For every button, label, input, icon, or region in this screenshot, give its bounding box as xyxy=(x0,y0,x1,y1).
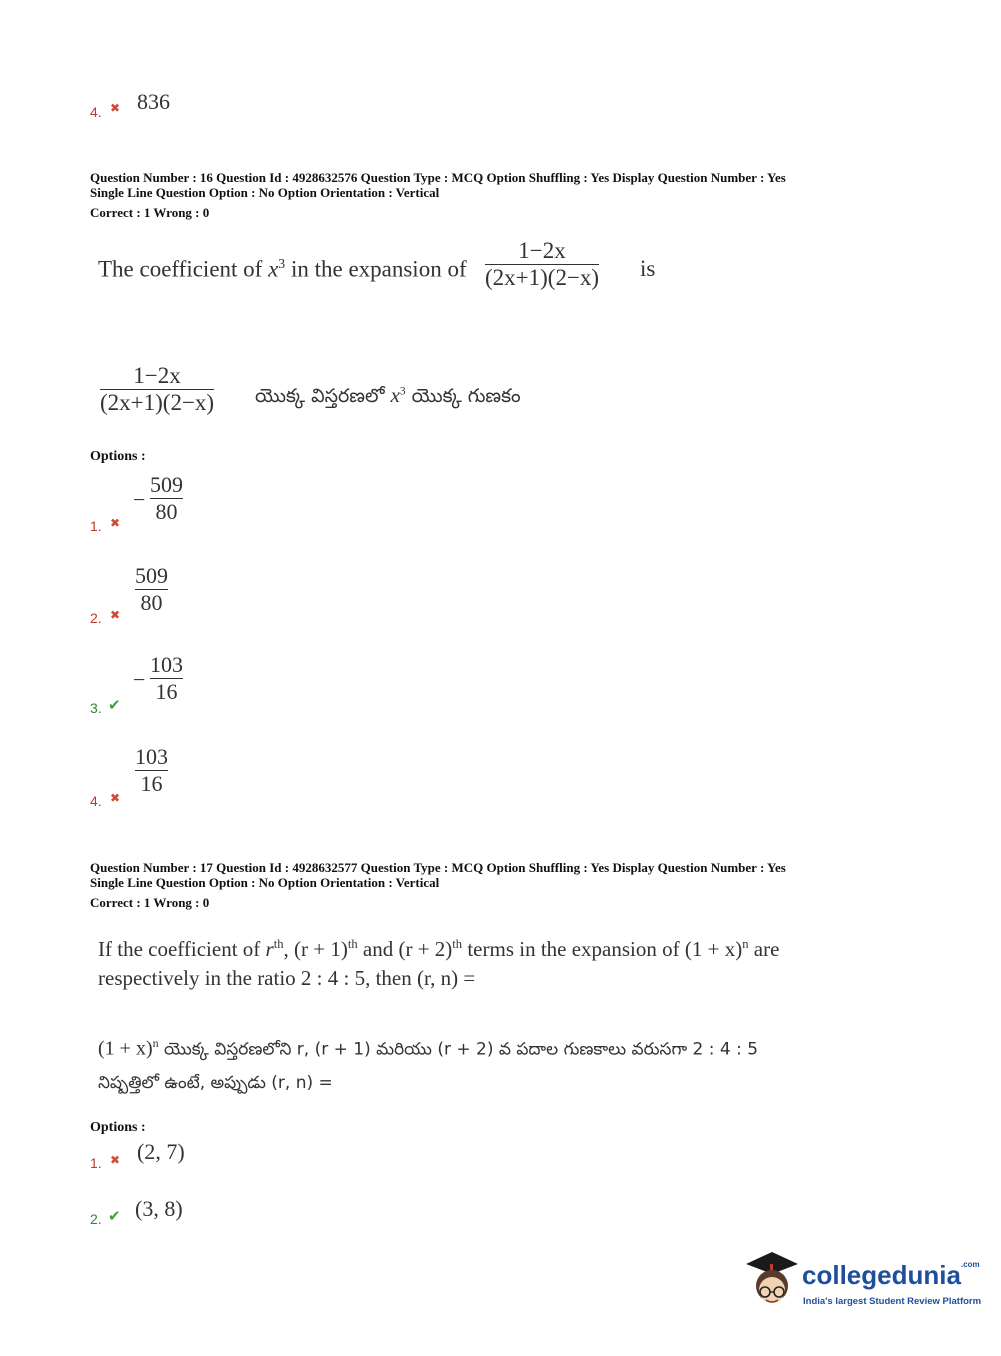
minus-sign: − xyxy=(133,667,146,692)
question-scoring: Correct : 1 Wrong : 0 xyxy=(90,205,210,220)
wrong-mark-icon: ✖ xyxy=(110,608,121,622)
options-label: Options : xyxy=(90,449,146,464)
brand-name: collegedunia$^{.com}$ xyxy=(802,1260,980,1290)
question-meta-line2: Single Line Question Option : No Option Orientation : Vertical xyxy=(90,875,440,890)
question-meta-line1: Question Number : 17 Question Id : 4928632577 Question Type : MCQ Option Shuffling : Yes Display Question Number : Yes xyxy=(90,860,786,875)
question-meta-line1: Question Number : 16 Question Id : 4928632576 Question Type : MCQ Option Shuffling : Yes Display Question Number : Yes xyxy=(90,170,786,185)
option-number: 4. xyxy=(90,104,102,120)
collegedunia-logo xyxy=(742,1250,982,1320)
question-text-english: The coefficient of $x^3$ in the expansion of xyxy=(98,256,467,282)
question-suffix: is xyxy=(640,256,656,281)
options-label: Options : xyxy=(90,1120,146,1135)
option-value: 836 xyxy=(137,89,170,114)
minus-sign: − xyxy=(133,487,146,512)
question-fraction: 1−2x (2x+1)(2−x) xyxy=(485,238,600,290)
wrong-mark-icon: ✖ xyxy=(110,516,121,530)
wrong-mark-icon: ✖ xyxy=(110,1153,121,1167)
question-text-english-line2: respectively in the ratio 2 : 4 : 5, then (r, n) = xyxy=(98,966,476,990)
question-text-telugu: యొక్క విస్తరణలో $x^3$ యొక్క గుణకం xyxy=(255,383,521,407)
correct-check-icon: ✔ xyxy=(108,696,121,714)
option-fraction: 509 80 xyxy=(135,563,168,615)
correct-check-icon: ✔ xyxy=(108,1207,121,1225)
question-text-english-line1: If the coefficient of $r^{th}$, $(r + 1)^{th}$ and $(r + 2)^{th}$ terms in the expansion of $(1 + x)^n$ are xyxy=(98,937,780,961)
option-number: 1. xyxy=(90,1155,102,1171)
option-value: (3, 8) xyxy=(135,1196,183,1221)
option-number: 4. xyxy=(90,793,102,809)
question-text-telugu-line1: $(1 + x)^n$ యొక్క విస్తరణలోని r, (r + 1) మరియు (r + 2) వ పదాల గుణకాలు వరుసగా 2 : 4 : 5 xyxy=(98,1036,759,1060)
question-fraction-telugu: 1−2x (2x+1)(2−x) xyxy=(100,363,215,415)
mascot-icon xyxy=(742,1250,802,1312)
wrong-mark-icon: ✖ xyxy=(110,101,121,115)
option-value: (2, 7) xyxy=(137,1139,185,1164)
wrong-mark-icon: ✖ xyxy=(110,791,121,805)
question-text-telugu-line2: నిష్పత్తిలో ఉంటే, అప్పుడు (r, n) = xyxy=(98,1073,333,1093)
option-fraction: 509 80 xyxy=(150,472,183,524)
option-fraction: 103 16 xyxy=(150,652,183,704)
option-number: 2. xyxy=(90,610,102,626)
option-number: 2. xyxy=(90,1211,102,1227)
brand-tagline: India's largest Student Review Platform xyxy=(803,1296,982,1307)
option-number: 1. xyxy=(90,518,102,534)
option-number: 3. xyxy=(90,700,102,716)
option-fraction: 103 16 xyxy=(135,744,168,796)
question-scoring: Correct : 1 Wrong : 0 xyxy=(90,895,210,910)
question-meta-line2: Single Line Question Option : No Option Orientation : Vertical xyxy=(90,185,440,200)
